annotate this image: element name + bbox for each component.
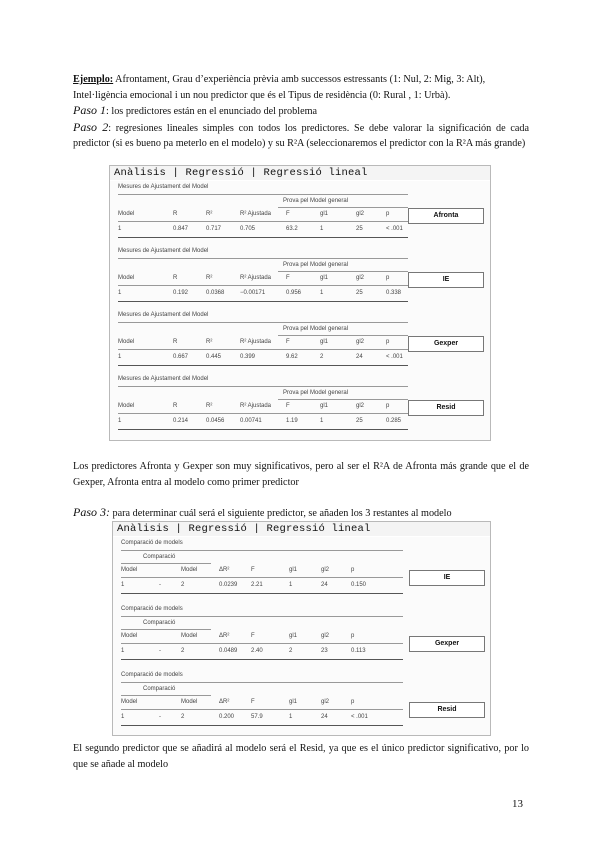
- comparison-cell: 0.0489: [219, 648, 238, 654]
- fit-column-header: R: [173, 339, 178, 345]
- fit-table: [118, 184, 408, 244]
- comparison-column-header: ΔR²: [219, 567, 230, 573]
- comparison-column-header: Model: [181, 699, 198, 705]
- fit-cell: 0.338: [386, 290, 402, 296]
- fit-column-header: F: [286, 339, 290, 345]
- fit-column-header: Model: [118, 211, 135, 217]
- comparison-group-label: Comparació: [143, 620, 176, 626]
- comparison-column-header: gl2: [321, 699, 330, 705]
- analysis-header-2: Anàlisis | Regressió | Regressió lineal: [113, 522, 490, 536]
- fit-column-header: Model: [118, 275, 135, 281]
- fit-table: [118, 248, 408, 308]
- comparison-column-header: Model: [121, 567, 138, 573]
- fit-column-header: Model: [118, 339, 135, 345]
- comparison-cell: 2.40: [251, 648, 263, 654]
- fit-header-rule: [118, 349, 408, 350]
- comparison-column-header: Model: [181, 567, 198, 573]
- fit-cell: 1: [118, 354, 122, 360]
- fit-cell: 1: [118, 226, 122, 232]
- fit-column-header: R² Ajustada: [240, 403, 272, 409]
- fit-cell: 0.847: [173, 226, 189, 232]
- predictor-tag: Gexper: [408, 336, 484, 352]
- comparison-cell: 1: [121, 648, 125, 654]
- comparison-title-rule: [121, 616, 403, 617]
- fit-column-header: R: [173, 403, 178, 409]
- regression-fit-screenshot: [109, 165, 491, 441]
- conclusion1-paragraph: Los predictores Afronta y Gexper son muy significativos, pero al ser el R²A de Afronta más grande que el de Gexper, Afronta entra al modelo como primer predictor: [73, 461, 529, 488]
- fit-group-rule: [278, 271, 408, 272]
- comparison-column-header: ΔR²: [219, 699, 230, 705]
- page-number: 13: [512, 798, 523, 810]
- intro-paragraph: [73, 72, 529, 152]
- fit-column-header: gl1: [320, 339, 329, 345]
- comparison-header-rule: [121, 709, 403, 710]
- comparison-column-header: gl1: [289, 633, 298, 639]
- fit-table-title: Mesures de Ajustament del Model: [118, 312, 209, 318]
- predictor-tag: IE: [408, 272, 484, 288]
- comparison-cell: 0.113: [351, 648, 366, 654]
- comparison-cell: -: [159, 582, 161, 588]
- fit-cell: 1: [118, 290, 122, 296]
- fit-cell: 0.192: [173, 290, 189, 296]
- fit-column-header: gl1: [320, 275, 329, 281]
- fit-header-rule: [118, 285, 408, 286]
- fit-cell: 0.00741: [240, 418, 262, 424]
- fit-group-rule: [278, 399, 408, 400]
- fit-cell: 9.62: [286, 354, 298, 360]
- fit-cell: 63.2: [286, 226, 298, 232]
- comparison-column-header: Model: [181, 633, 198, 639]
- fit-cell: 0.667: [173, 354, 189, 360]
- comparison-cell: 1: [289, 714, 293, 720]
- fit-cell: 1: [320, 418, 324, 424]
- fit-cell: 1.19: [286, 418, 298, 424]
- fit-column-header: R: [173, 211, 178, 217]
- fit-cell: 1: [118, 418, 122, 424]
- fit-group-rule: [278, 335, 408, 336]
- predictor-tag: IE: [409, 570, 485, 586]
- comparison-cell: 0.200: [219, 714, 235, 720]
- fit-column-header: p: [386, 275, 390, 281]
- fit-cell: 0.717: [206, 226, 222, 232]
- fit-cell: < .001: [386, 226, 403, 232]
- fit-group-rule: [278, 207, 408, 208]
- comparison-table-title: Comparació de models: [121, 540, 183, 546]
- comparison-bottom-rule: [121, 725, 403, 726]
- fit-bottom-rule: [118, 365, 408, 366]
- fit-column-header: R: [173, 275, 178, 281]
- paso3-text: para determinar cuál será el siguiente predictor, se añaden los 3 restantes al modelo: [110, 508, 452, 519]
- fit-cell: 0.285: [386, 418, 402, 424]
- fit-column-header: gl2: [356, 339, 365, 345]
- fit-bottom-rule: [118, 237, 408, 238]
- fit-bottom-rule: [118, 429, 408, 430]
- fit-table-title-rule: [118, 258, 408, 259]
- fit-group-label: Prova pel Model general: [283, 198, 349, 204]
- fit-column-header: gl1: [320, 211, 329, 217]
- fit-column-header: gl2: [356, 403, 365, 409]
- fit-cell: 25: [356, 418, 363, 424]
- fit-cell: −0.00171: [240, 290, 266, 296]
- paso2-text: : regresiones lineales simples con todos los predictores. Se debe valorar la significación de cada predictor (si es bueno pa meterlo en el modelo) y su R²A (seleccionaremos el predictor con la R²A más grande): [73, 122, 529, 149]
- fit-cell: 0.0368: [206, 290, 225, 296]
- fit-column-header: R²: [206, 211, 213, 217]
- comparison-cell: < .001: [351, 714, 368, 720]
- fit-column-header: p: [386, 403, 390, 409]
- fit-tables-container: [110, 181, 490, 440]
- comparison-column-header: p: [351, 567, 355, 573]
- fit-column-header: R²: [206, 339, 213, 345]
- comparison-column-header: F: [251, 633, 255, 639]
- paso3-paragraph: [73, 505, 529, 522]
- comparison-column-header: p: [351, 633, 355, 639]
- comparison-table-title: Comparació de models: [121, 606, 183, 612]
- comparison-group-rule: [121, 563, 211, 564]
- comparison-group-rule: [121, 629, 211, 630]
- comparison-tables-container: [113, 537, 490, 735]
- comparison-cell: 2: [289, 648, 293, 654]
- fit-cell: 0.0456: [206, 418, 225, 424]
- comparison-bottom-rule: [121, 659, 403, 660]
- comparison-column-header: gl2: [321, 633, 330, 639]
- comparison-cell: 2: [181, 582, 185, 588]
- fit-cell: < .001: [386, 354, 403, 360]
- fit-table-title-rule: [118, 322, 408, 323]
- fit-column-header: R²: [206, 403, 213, 409]
- comparison-cell: -: [159, 648, 161, 654]
- predictor-tag: Resid: [408, 400, 484, 416]
- comparison-column-header: F: [251, 567, 255, 573]
- comparison-cell: 2: [181, 648, 185, 654]
- fit-group-label: Prova pel Model general: [283, 390, 349, 396]
- comparison-column-header: p: [351, 699, 355, 705]
- comparison-cell: 1: [121, 582, 125, 588]
- comparison-cell: 0.0239: [219, 582, 238, 588]
- fit-column-header: gl2: [356, 211, 365, 217]
- paso1-label: Paso 1: [73, 103, 106, 117]
- comparison-header-rule: [121, 643, 403, 644]
- fit-cell: 0.956: [286, 290, 302, 296]
- fit-header-rule: [118, 413, 408, 414]
- comparison-column-header: gl2: [321, 567, 330, 573]
- fit-column-header: gl1: [320, 403, 329, 409]
- comparison-cell: 2.21: [251, 582, 263, 588]
- comparison-cell: 23: [321, 648, 328, 654]
- comparison-table: [121, 540, 403, 602]
- paso3-label: Paso 3:: [73, 505, 110, 519]
- fit-column-header: F: [286, 275, 290, 281]
- conclusion2-paragraph: El segundo predictor que se añadirá al modelo será el Resid, ya que es el único predictor significativo, por lo que se añade al modelo: [73, 743, 529, 770]
- fit-cell: 24: [356, 354, 363, 360]
- fit-column-header: p: [386, 339, 390, 345]
- comparison-cell: 57.9: [251, 714, 263, 720]
- comparison-title-rule: [121, 682, 403, 683]
- fit-cell: 1: [320, 290, 324, 296]
- fit-column-header: F: [286, 211, 290, 217]
- analysis-header: Anàlisis | Regressió | Regressió lineal: [110, 166, 490, 180]
- comparison-table-title: Comparació de models: [121, 672, 183, 678]
- comparison-column-header: ΔR²: [219, 633, 230, 639]
- fit-header-rule: [118, 221, 408, 222]
- fit-table-title: Mesures de Ajustament del Model: [118, 248, 209, 254]
- fit-table-title: Mesures de Ajustament del Model: [118, 184, 209, 190]
- predictor-tag: Gexper: [409, 636, 485, 652]
- model-comparison-screenshot: [112, 521, 491, 736]
- fit-column-header: R² Ajustada: [240, 275, 272, 281]
- paso2-label: Paso 2: [73, 119, 109, 134]
- comparison-column-header: gl1: [289, 567, 298, 573]
- comparison-column-header: F: [251, 699, 255, 705]
- fit-bottom-rule: [118, 301, 408, 302]
- comparison-group-label: Comparació: [143, 686, 176, 692]
- comparison-cell: 24: [321, 582, 328, 588]
- comparison-cell: 0.150: [351, 582, 367, 588]
- fit-column-header: Model: [118, 403, 135, 409]
- fit-table-title: Mesures de Ajustament del Model: [118, 376, 209, 382]
- fit-cell: 0.705: [240, 226, 256, 232]
- comparison-group-label: Comparació: [143, 554, 176, 560]
- fit-table-title-rule: [118, 194, 408, 195]
- comparison-table: [121, 672, 403, 734]
- fit-cell: 1: [320, 226, 324, 232]
- comparison-cell: 24: [321, 714, 328, 720]
- example-label: Ejemplo:: [73, 74, 114, 85]
- comparison-cell: 1: [289, 582, 293, 588]
- fit-column-header: R² Ajustada: [240, 211, 272, 217]
- paso1-text: : los predictores están en el enunciado del problema: [106, 106, 318, 117]
- fit-table: [118, 376, 408, 436]
- comparison-column-header: gl1: [289, 699, 298, 705]
- fit-table: [118, 312, 408, 372]
- fit-cell: 0.214: [173, 418, 189, 424]
- comparison-cell: 2: [181, 714, 185, 720]
- fit-group-label: Prova pel Model general: [283, 262, 349, 268]
- comparison-group-rule: [121, 695, 211, 696]
- fit-cell: 0.399: [240, 354, 256, 360]
- fit-column-header: gl2: [356, 275, 365, 281]
- fit-cell: 2: [320, 354, 324, 360]
- comparison-cell: 1: [121, 714, 125, 720]
- predictor-tag: Resid: [409, 702, 485, 718]
- fit-column-header: R²: [206, 275, 213, 281]
- comparison-column-header: Model: [121, 633, 138, 639]
- fit-column-header: F: [286, 403, 290, 409]
- comparison-column-header: Model: [121, 699, 138, 705]
- fit-cell: 0.445: [206, 354, 222, 360]
- predictor-tag: Afronta: [408, 208, 484, 224]
- comparison-title-rule: [121, 550, 403, 551]
- fit-column-header: R² Ajustada: [240, 339, 272, 345]
- comparison-bottom-rule: [121, 593, 403, 594]
- fit-cell: 25: [356, 290, 363, 296]
- fit-group-label: Prova pel Model general: [283, 326, 349, 332]
- comparison-header-rule: [121, 577, 403, 578]
- comparison-table: [121, 606, 403, 668]
- intro-text-line1: Afrontament, Grau d’experiència prèvia amb successos estressants (1: Nul, 2: Mig, 3: Alt),: [113, 74, 486, 85]
- fit-cell: 25: [356, 226, 363, 232]
- intro-text-line2: Intel·ligència emocional i un nou predictor que és el Tipus de residència (0: Rural , 1: Urbà).: [73, 89, 451, 101]
- comparison-cell: -: [159, 714, 161, 720]
- fit-column-header: p: [386, 211, 390, 217]
- fit-table-title-rule: [118, 386, 408, 387]
